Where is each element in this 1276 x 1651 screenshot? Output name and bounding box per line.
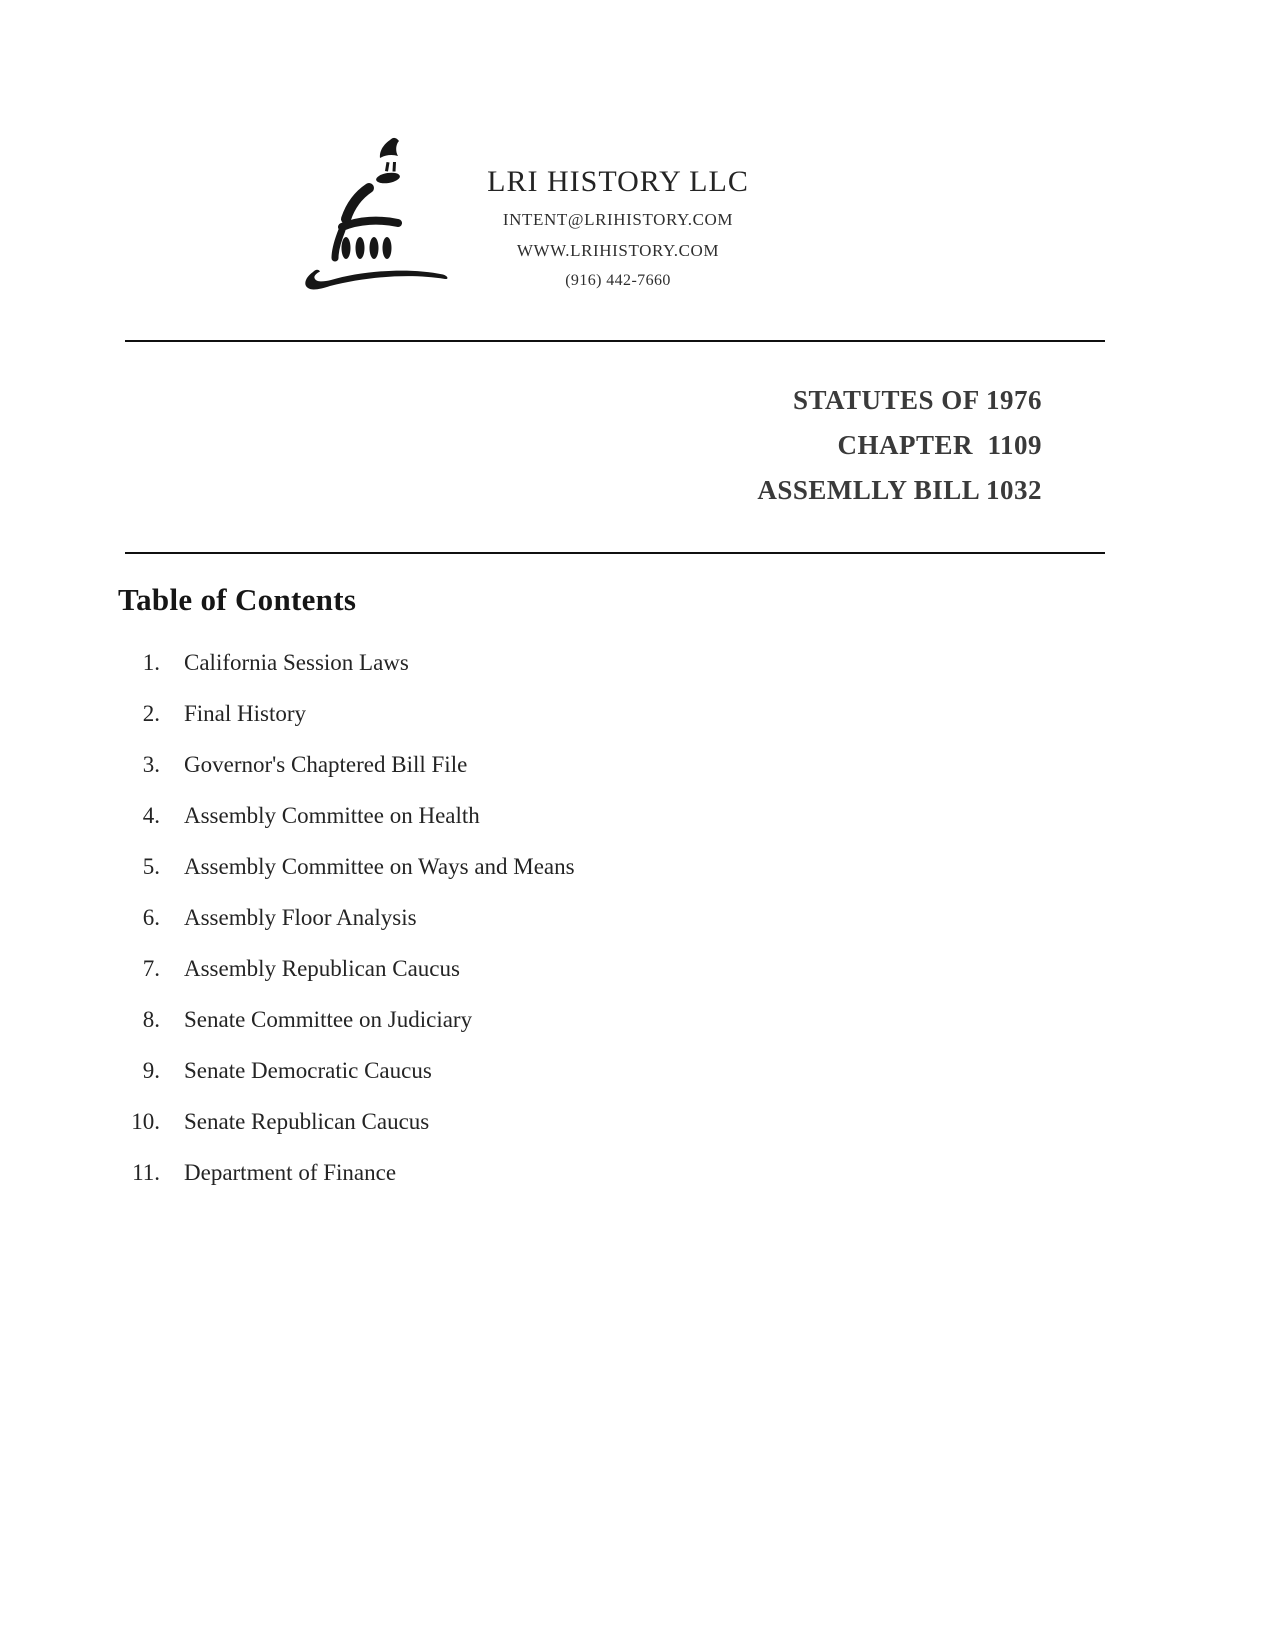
- toc-item-label: Governor's Chaptered Bill File: [184, 752, 468, 777]
- toc-item-label: Assembly Floor Analysis: [184, 905, 417, 930]
- divider-bottom: [125, 552, 1105, 554]
- toc-item: [117, 637, 575, 688]
- toc-item-number: 9.: [142, 1058, 160, 1083]
- statutes-line: STATUTES OF 1976: [792, 385, 1042, 415]
- toc-item-label: California Session Laws: [184, 650, 409, 675]
- toc-item: [117, 790, 575, 841]
- company-name: LRI HISTORY LLC: [487, 165, 749, 198]
- toc-item: [117, 1147, 575, 1198]
- company-phone: (916) 442-7660: [565, 272, 671, 289]
- toc-item: [117, 892, 575, 943]
- bill-reference: [0, 378, 1042, 513]
- toc-item-label: Department of Finance: [184, 1160, 397, 1185]
- toc-item: [117, 994, 575, 1045]
- assembly-bill-line: ASSEMLLY BILL 1032: [757, 475, 1042, 505]
- company-website: WWW.LRIHISTORY.COM: [516, 241, 720, 260]
- toc-item-label: Senate Democratic Caucus: [184, 1058, 432, 1083]
- company-email: INTENT@LRIHISTORY.COM: [502, 210, 734, 229]
- toc-item-number: 8.: [142, 1007, 160, 1032]
- toc-item-number: 4.: [142, 803, 160, 828]
- toc-item-label: Senate Republican Caucus: [184, 1109, 430, 1134]
- toc-list: [117, 637, 575, 1198]
- toc-item: [117, 688, 575, 739]
- toc-item-label: Assembly Committee on Ways and Means: [184, 854, 575, 879]
- toc-item-number: 11.: [132, 1160, 160, 1185]
- toc-item-number: 7.: [142, 956, 160, 981]
- toc-item-label: Senate Committee on Judiciary: [184, 1007, 473, 1032]
- toc-item: [117, 841, 575, 892]
- toc-item-label: Assembly Committee on Health: [184, 803, 480, 828]
- toc-item-label: Final History: [184, 701, 307, 726]
- toc-item: [117, 1045, 575, 1096]
- toc-item: [117, 739, 575, 790]
- chapter-line: CHAPTER 1109: [837, 430, 1042, 460]
- toc-item-number: 10.: [131, 1109, 160, 1134]
- toc-item: [117, 943, 575, 994]
- toc-item-number: 1.: [142, 650, 160, 675]
- letterhead: [405, 164, 831, 294]
- toc-title: Table of Contents: [118, 582, 357, 617]
- toc-item-number: 2.: [142, 701, 160, 726]
- toc-item-number: 3.: [142, 752, 160, 777]
- toc-item: [117, 1096, 575, 1147]
- toc-item-number: 6.: [142, 905, 160, 930]
- toc-item-number: 5.: [142, 854, 160, 879]
- toc-item-label: Assembly Republican Caucus: [184, 956, 460, 981]
- divider-top: [125, 340, 1105, 342]
